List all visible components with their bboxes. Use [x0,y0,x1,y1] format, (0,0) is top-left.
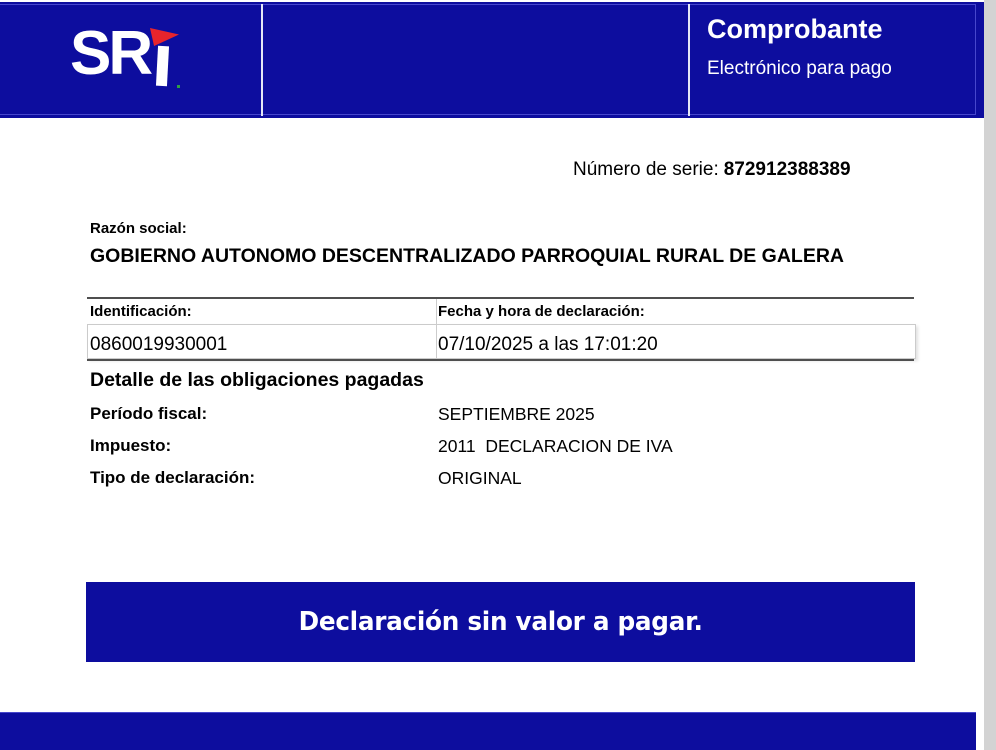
page-gutter [984,0,996,750]
obligaciones-section-title: Detalle de las obligaciones pagadas [90,369,424,391]
tipo-declaracion-label: Tipo de declaración: [90,468,256,487]
serial-number-value: 872912388389 [723,159,851,180]
divider-rule-top [87,297,914,299]
footer-bar [0,712,976,750]
identificacion-label: Identificación: [90,303,192,320]
impuesto-value: 2011 DECLARACION DE IVA [438,436,673,456]
table-column-separator [436,299,437,358]
sri-logo-green-dot [177,85,180,88]
periodo-fiscal-value: SEPTIEMBRE 2025 [438,404,595,424]
sri-logo-text: SR [70,19,151,88]
periodo-fiscal-label: Período fiscal: [90,404,208,423]
sri-logo [70,18,190,98]
divider-rule-bottom [87,359,914,361]
fecha-declaracion-value: 07/10/2025 a las 17:01:20 [438,334,658,355]
header-divider-left [261,4,263,116]
razon-social-value: GOBIERNO AUTONOMO DESCENTRALIZADO PARROQUIAL RURAL DE GALERA [90,245,845,267]
serial-number-line [573,159,851,181]
result-banner [86,582,915,662]
header-subtitle: Electrónico para pago [707,58,892,79]
header-bar [0,2,984,118]
header-title: Comprobante [707,14,883,44]
sri-logo-flag-icon [150,23,179,46]
fecha-declaracion-label: Fecha y hora de declaración: [438,303,645,320]
header-divider-right [688,4,690,116]
tipo-declaracion-value: ORIGINAL [438,468,522,488]
razon-social-label: Razón social: [90,220,187,237]
impuesto-label: Impuesto: [90,436,172,455]
result-banner-message: Declaración sin valor a pagar. [298,607,703,637]
serial-number-label: Número de serie: [573,159,719,180]
identificacion-value: 0860019930001 [90,334,228,355]
sri-logo-i-stem [156,46,169,87]
